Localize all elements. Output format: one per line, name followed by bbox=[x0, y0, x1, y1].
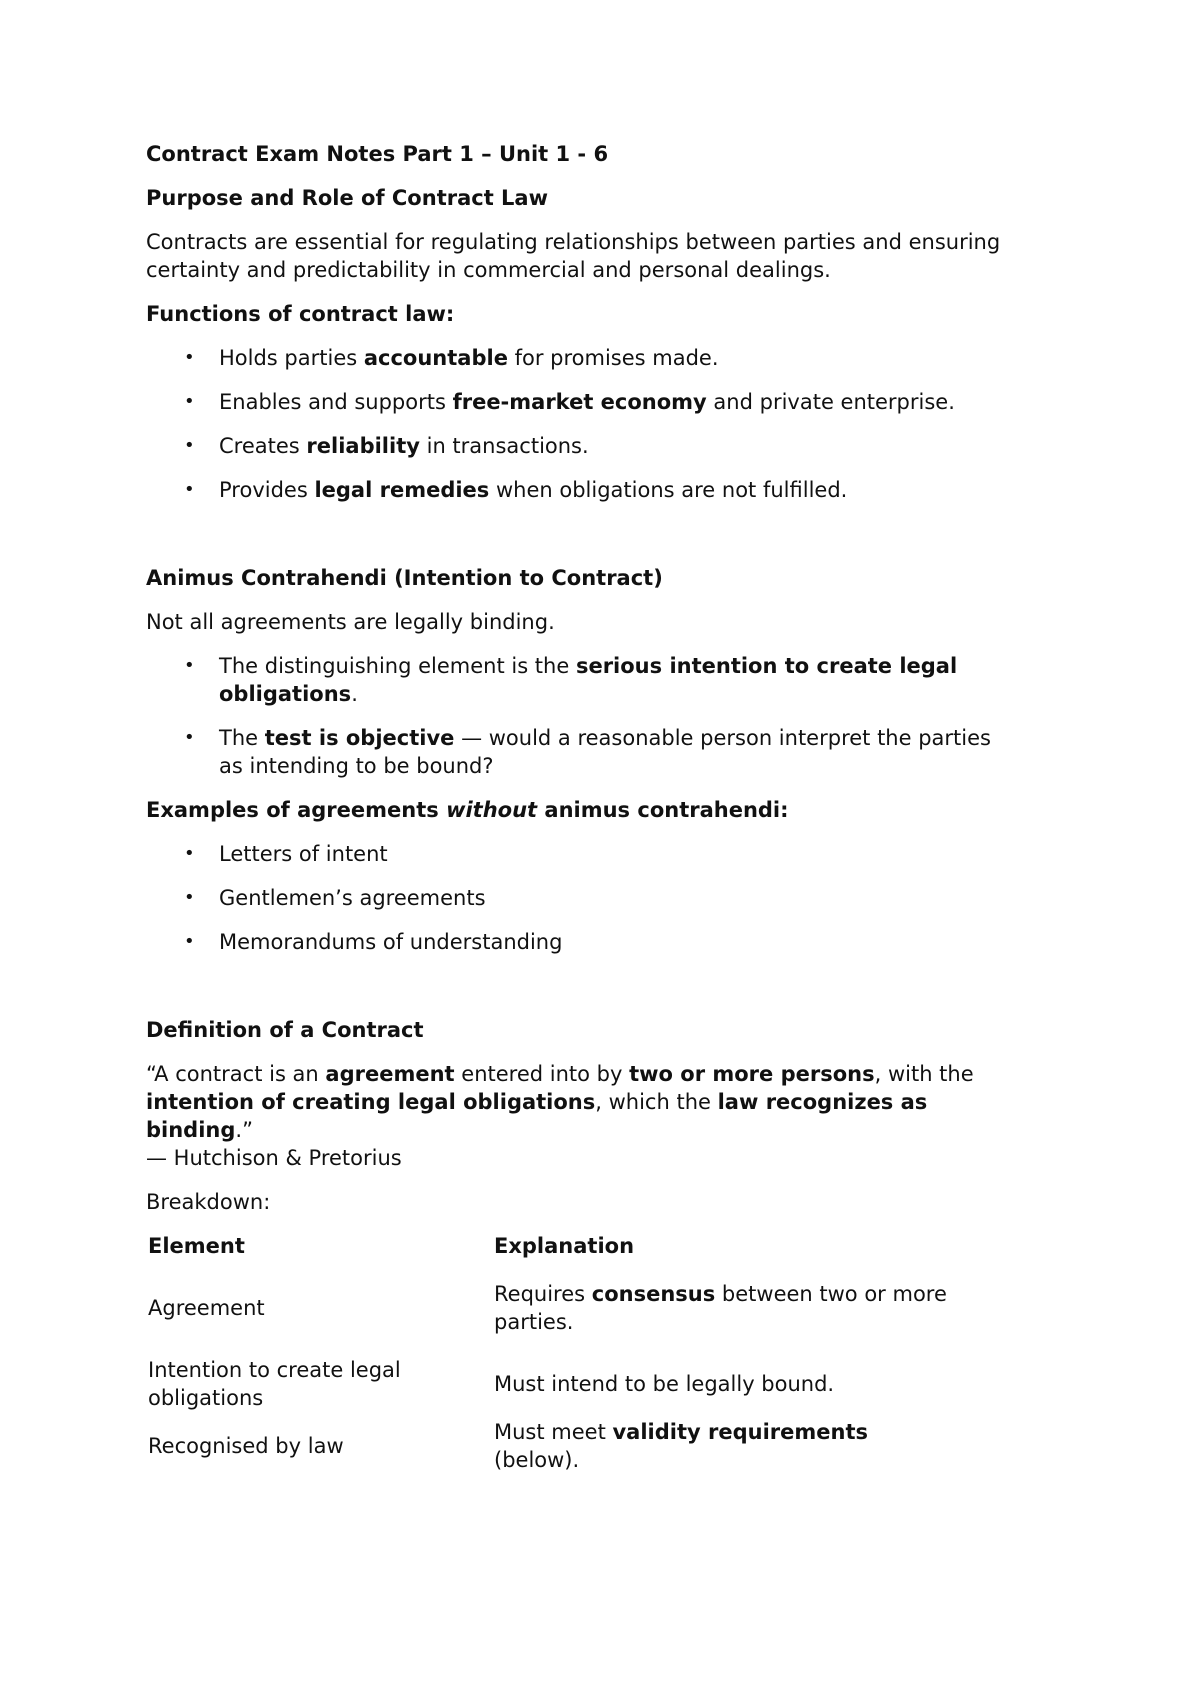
bullet-icon: • bbox=[184, 479, 195, 500]
document-title: Contract Exam Notes Part 1 – Unit 1 - 6 bbox=[146, 142, 609, 166]
bullet-icon: • bbox=[184, 347, 195, 368]
bullet-icon: • bbox=[184, 727, 195, 748]
breakdown-label: Breakdown: bbox=[146, 1190, 271, 1214]
quote-line: “A contract is an agreement entered into by two or more persons, with the bbox=[146, 1062, 974, 1086]
table-header-explanation: Explanation bbox=[494, 1234, 635, 1258]
subheading-examples: Examples of agreements without animus contrahendi: bbox=[146, 798, 789, 822]
section-heading-purpose: Purpose and Role of Contract Law bbox=[146, 186, 549, 210]
table-header-element: Element bbox=[148, 1234, 245, 1258]
quote-attribution: — Hutchison & Pretorius bbox=[146, 1146, 402, 1170]
bullet-icon: • bbox=[184, 391, 195, 412]
quote-line: binding.” bbox=[146, 1118, 253, 1142]
breakdown-table: Element Explanation Agreement Requires consensus between two or more parties. Intention to create legal obligations Must intend to be legally bound. Recognised by law Must meet validity requirements (below). bbox=[148, 1234, 947, 1472]
bullet-icon: • bbox=[184, 931, 195, 952]
paragraph-line: Contracts are essential for regulating relationships between parties and ensuring bbox=[146, 230, 1001, 254]
bullet-icon: • bbox=[184, 887, 195, 908]
paragraph-line: certainty and predictability in commercial and personal dealings. bbox=[146, 258, 831, 282]
bullet-icon: • bbox=[184, 843, 195, 864]
subheading-functions: Functions of contract law: bbox=[146, 302, 455, 326]
paragraph-line: Not all agreements are legally binding. bbox=[146, 610, 555, 634]
section-heading-definition: Definition of a Contract bbox=[146, 1018, 424, 1042]
bullet-icon: • bbox=[184, 655, 195, 676]
bullet-icon: • bbox=[184, 435, 195, 456]
section-heading-animus: Animus Contrahendi (Intention to Contract) bbox=[146, 566, 663, 590]
quote-line: intention of creating legal obligations, which the law recognizes as bbox=[146, 1090, 928, 1114]
